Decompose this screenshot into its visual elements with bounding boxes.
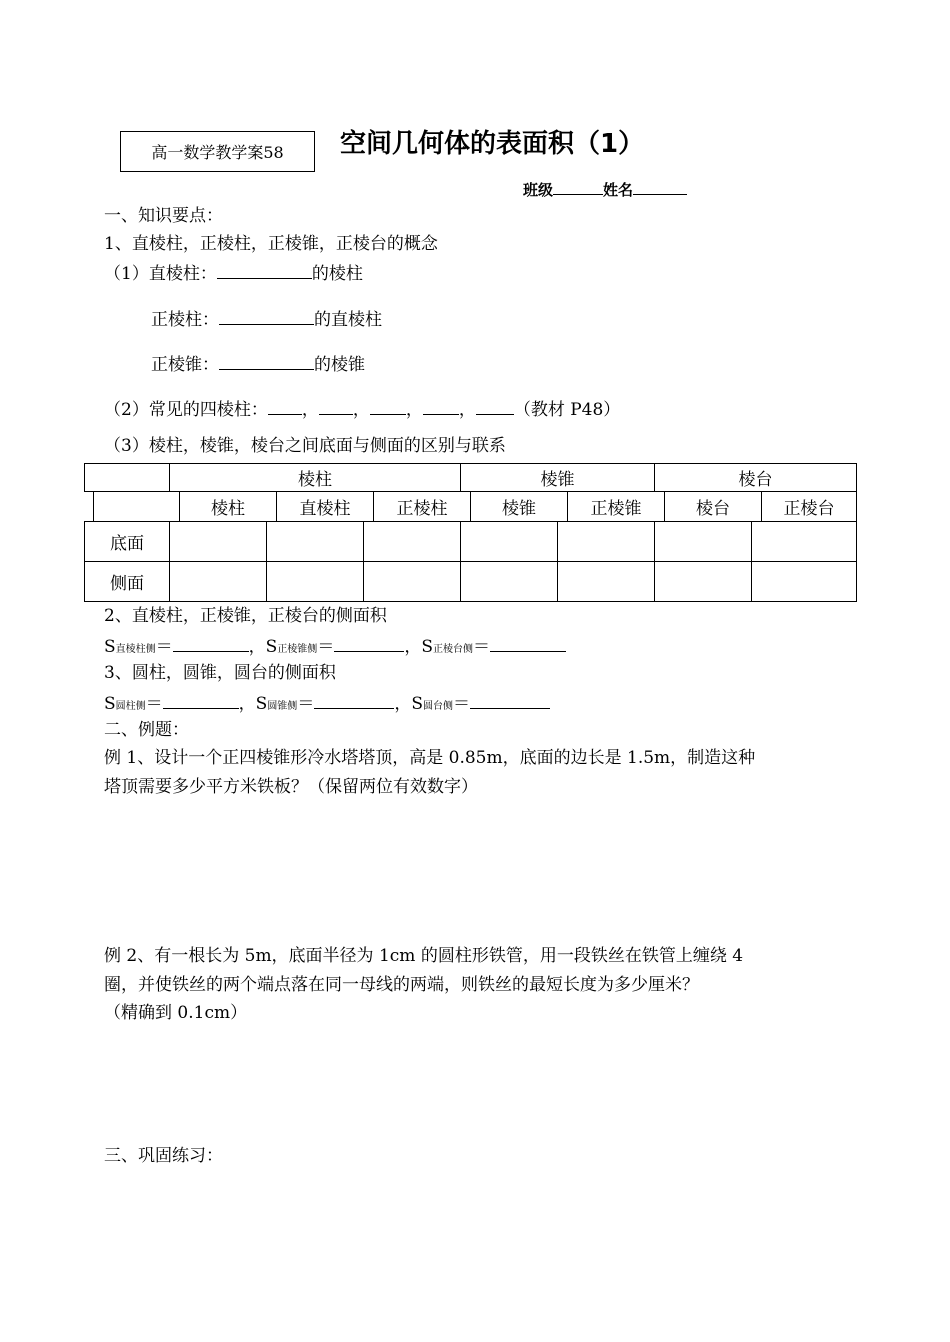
table-cell[interactable] <box>267 522 364 562</box>
formula-symbol: S <box>411 694 423 714</box>
example2-line1: 例 2、有一根长为 5m，底面半径为 1cm 的圆柱形铁管，用一段铁丝在铁管上缠绕 4 <box>104 946 744 966</box>
formula-symbol: S <box>265 637 278 657</box>
table-row-label: 侧面 <box>85 562 170 602</box>
class-name-line <box>523 180 687 198</box>
lesson-tag: 高一数学教学案58 <box>151 143 284 162</box>
table-cell[interactable] <box>752 522 857 562</box>
formula-subscript: 正棱锥侧 <box>277 644 318 655</box>
fill-blank[interactable] <box>423 400 459 415</box>
comparison-table-subheader <box>93 491 857 522</box>
common-prisms-line <box>104 400 620 419</box>
comparison-table-header <box>84 463 857 492</box>
name-blank[interactable] <box>633 180 687 195</box>
formula-subscript: 圆锥侧 <box>267 701 298 712</box>
table-cell[interactable] <box>364 522 461 562</box>
example2-line2: 圈，并使铁丝的两个端点落在同一母线的两端，则铁丝的最短长度为多少厘米？ <box>104 975 699 995</box>
fill-blank[interactable] <box>490 637 566 652</box>
example1-line1: 例 1、设计一个正四棱锥形冷水塔塔顶，高是 0.85m，底面的边长是 1.5m，制造这种 <box>104 748 756 768</box>
comma: ， <box>404 637 422 657</box>
name-label: 姓名 <box>603 181 634 199</box>
comma: ， <box>238 694 256 714</box>
item-suffix: （教材 P48） <box>513 400 621 420</box>
equals-sign: ＝ <box>145 694 163 714</box>
def-suffix: 的棱锥 <box>314 355 365 375</box>
formula-subscript: 圆台侧 <box>422 701 453 712</box>
section-practice: 三、巩固练习： <box>104 1146 223 1166</box>
table-cell[interactable] <box>267 562 364 602</box>
page-title: 空间几何体的表面积（1） <box>340 129 645 159</box>
table-subheader: 直棱柱 <box>277 492 374 522</box>
comparison-table-body <box>84 521 857 602</box>
class-blank[interactable] <box>553 180 603 195</box>
table-cell[interactable] <box>364 562 461 602</box>
fill-blank[interactable] <box>319 400 353 415</box>
table-subheader: 棱锥 <box>471 492 568 522</box>
def-suffix: 的直棱柱 <box>314 310 382 330</box>
table-group-header: 棱锥 <box>461 464 655 492</box>
fill-blank[interactable] <box>470 694 550 709</box>
fill-blank[interactable] <box>163 694 239 709</box>
def-label: （1）直棱柱： <box>104 264 217 284</box>
table-group-header: 棱柱 <box>170 464 461 492</box>
formula-symbol: S <box>255 694 268 714</box>
class-label: 班级 <box>523 181 554 199</box>
subsection-concepts: 1、直棱柱，正棱柱，正棱锥，正棱台的概念 <box>104 234 438 254</box>
item-label: （2）常见的四棱柱： <box>104 400 268 420</box>
equals-sign: ＝ <box>317 637 335 657</box>
comma: ， <box>394 694 412 714</box>
table-subheader: 正棱柱 <box>374 492 471 522</box>
table-subheader: 正棱台 <box>762 492 857 522</box>
lesson-tag-box <box>120 131 315 172</box>
formula-subscript: 直棱柱侧 <box>115 644 156 655</box>
equals-sign: ＝ <box>452 694 470 714</box>
formula-line-2 <box>104 694 550 713</box>
comma: ， <box>248 637 266 657</box>
equals-sign: ＝ <box>155 637 173 657</box>
def-label: 正棱柱： <box>151 310 219 330</box>
formula-symbol: S <box>421 637 433 657</box>
formula-symbol: S <box>104 694 116 714</box>
table-cell[interactable] <box>558 562 655 602</box>
fill-blank[interactable] <box>476 400 514 415</box>
table-subheader: 正棱锥 <box>568 492 665 522</box>
table-subheader: 棱台 <box>665 492 762 522</box>
table-cell[interactable] <box>170 562 267 602</box>
table-corner-cell <box>94 492 180 522</box>
table-group-header: 棱台 <box>655 464 857 492</box>
def-regular-pyramid <box>151 355 365 374</box>
example2-line3: （精确到 0.1cm） <box>104 1003 248 1023</box>
formula-symbol: S <box>104 637 116 657</box>
def-straight-prism <box>104 264 363 283</box>
subsection-round-bodies: 3、圆柱，圆锥，圆台的侧面积 <box>104 663 336 683</box>
comma: ， <box>352 400 370 420</box>
equals-sign: ＝ <box>297 694 315 714</box>
fill-blank[interactable] <box>334 637 404 652</box>
table-row-label: 底面 <box>85 522 170 562</box>
table-cell[interactable] <box>170 522 267 562</box>
section-knowledge: 一、知识要点： <box>104 206 223 226</box>
table-corner-cell <box>85 464 170 492</box>
section-examples: 二、例题： <box>104 720 189 740</box>
table-cell[interactable] <box>752 562 857 602</box>
equals-sign: ＝ <box>472 637 490 657</box>
table-subheader: 棱柱 <box>180 492 277 522</box>
table-cell[interactable] <box>461 522 558 562</box>
formula-subscript: 正棱台侧 <box>432 644 473 655</box>
formula-subscript: 圆柱侧 <box>115 701 146 712</box>
table-cell[interactable] <box>461 562 558 602</box>
fill-blank[interactable] <box>219 310 314 325</box>
example1-line2: 塔顶需要多少平方米铁板？（保留两位有效数字） <box>104 777 478 797</box>
fill-blank[interactable] <box>219 355 314 370</box>
fill-blank[interactable] <box>268 400 302 415</box>
table-cell[interactable] <box>655 522 752 562</box>
table-cell[interactable] <box>558 522 655 562</box>
def-label: 正棱锥： <box>151 355 219 375</box>
fill-blank[interactable] <box>173 637 249 652</box>
subsection-lateral-area: 2、直棱柱，正棱锥，正棱台的侧面积 <box>104 606 387 626</box>
comma: ， <box>301 400 319 420</box>
formula-line-1 <box>104 637 566 656</box>
def-regular-prism <box>151 310 382 329</box>
def-suffix: 的棱柱 <box>311 264 363 284</box>
table-cell[interactable] <box>655 562 752 602</box>
comma: ， <box>458 400 476 420</box>
table-caption: （3）棱柱，棱锥，棱台之间底面与侧面的区别与联系 <box>104 436 506 456</box>
fill-blank[interactable] <box>370 400 406 415</box>
fill-blank[interactable] <box>217 264 312 279</box>
fill-blank[interactable] <box>314 694 394 709</box>
comma: ， <box>405 400 423 420</box>
